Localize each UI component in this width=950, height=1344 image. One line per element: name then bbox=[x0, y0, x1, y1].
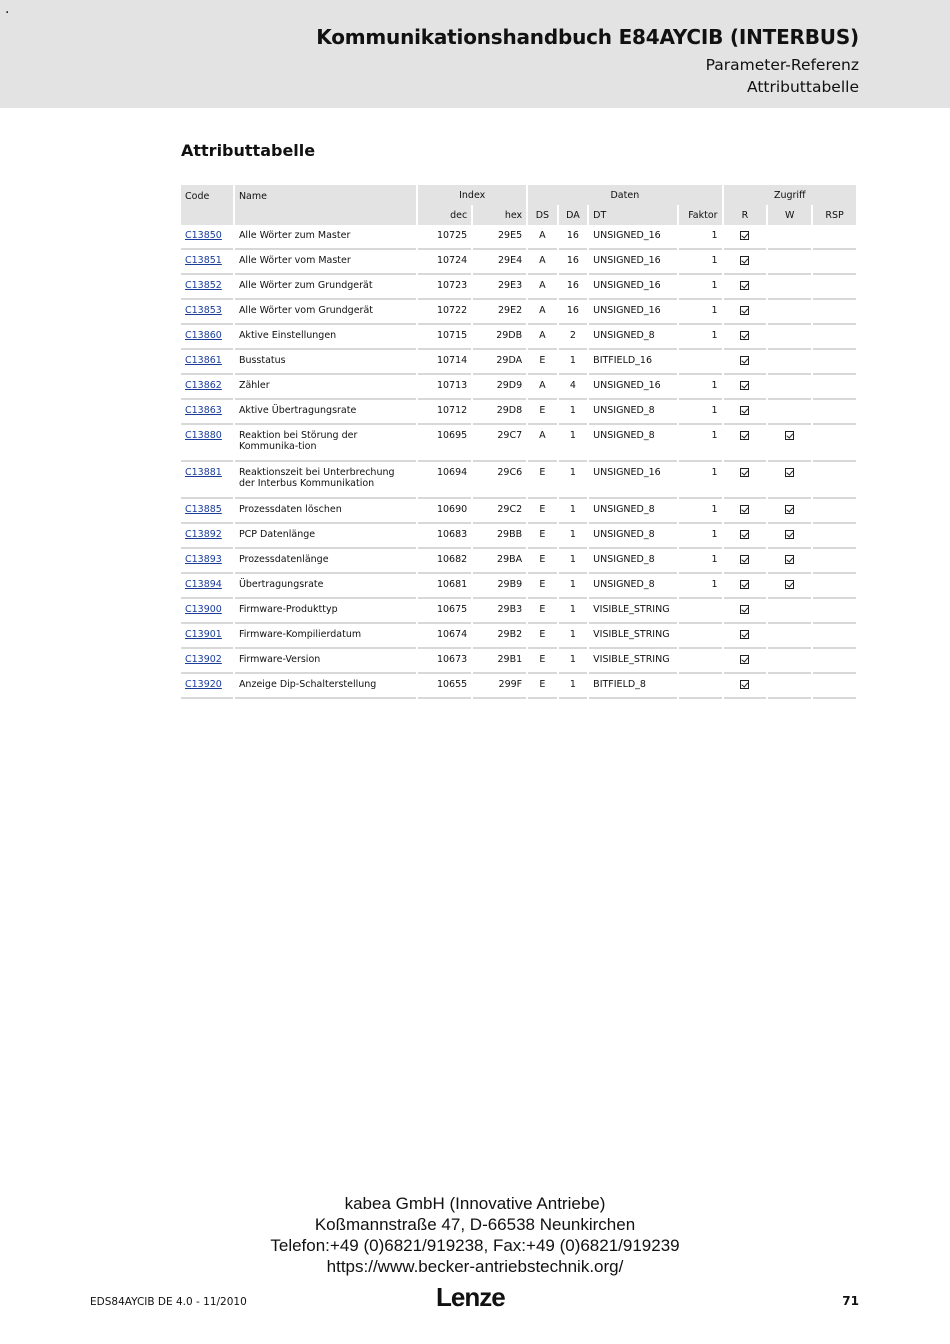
cell-access-r bbox=[724, 225, 767, 250]
header-name: Name bbox=[235, 185, 416, 225]
header-da: DA bbox=[559, 205, 588, 225]
table-row bbox=[181, 574, 856, 599]
checkbox-checked-icon bbox=[740, 431, 749, 440]
cell-dec: 10682 bbox=[418, 549, 471, 574]
cell-dec: 10722 bbox=[418, 300, 471, 325]
cell-name: Aktive Einstellungen bbox=[235, 325, 416, 350]
checkbox-checked-icon bbox=[740, 580, 749, 589]
cell-faktor: 1 bbox=[679, 425, 722, 462]
cell-code bbox=[181, 524, 233, 549]
cell-dt: UNSIGNED_16 bbox=[589, 225, 677, 250]
cell-access-r bbox=[724, 599, 767, 624]
cell-code bbox=[181, 350, 233, 375]
cell-ds: E bbox=[528, 624, 557, 649]
cell-hex: 29B2 bbox=[473, 624, 526, 649]
cell-access-r bbox=[724, 462, 767, 499]
cell-dt: UNSIGNED_16 bbox=[589, 250, 677, 275]
checkbox-checked-icon bbox=[785, 530, 794, 539]
cell-ds: E bbox=[528, 574, 557, 599]
cell-name: Übertragungsrate bbox=[235, 574, 416, 599]
cell-dt: UNSIGNED_8 bbox=[589, 499, 677, 524]
cell-ds: E bbox=[528, 599, 557, 624]
header-code: Code bbox=[181, 185, 233, 225]
cell-access-rsp bbox=[813, 624, 856, 649]
cell-faktor: 1 bbox=[679, 250, 722, 275]
table-row bbox=[181, 674, 856, 699]
cell-code bbox=[181, 649, 233, 674]
cell-code bbox=[181, 400, 233, 425]
header-w: W bbox=[768, 205, 811, 225]
code-link[interactable]: C13851 bbox=[185, 255, 222, 266]
cell-code bbox=[181, 549, 233, 574]
cell-faktor bbox=[679, 624, 722, 649]
cell-access-rsp bbox=[813, 499, 856, 524]
cell-name: Alle Wörter vom Master bbox=[235, 250, 416, 275]
cell-faktor bbox=[679, 674, 722, 699]
checkbox-checked-icon bbox=[785, 580, 794, 589]
cell-code bbox=[181, 499, 233, 524]
footer-phone: Telefon:+49 (0)6821/919238, Fax:+49 (0)6821/919239 bbox=[270, 1236, 680, 1255]
cell-faktor: 1 bbox=[679, 524, 722, 549]
cell-hex: 29C7 bbox=[473, 425, 526, 462]
cell-name: Firmware-Produkttyp bbox=[235, 599, 416, 624]
cell-da: 1 bbox=[559, 524, 588, 549]
code-link[interactable]: C13881 bbox=[185, 467, 222, 478]
cell-faktor: 1 bbox=[679, 375, 722, 400]
cell-faktor: 1 bbox=[679, 325, 722, 350]
cell-dt: BITFIELD_8 bbox=[589, 674, 677, 699]
cell-faktor: 1 bbox=[679, 225, 722, 250]
cell-dt: VISIBLE_STRING bbox=[589, 649, 677, 674]
cell-hex: 29E4 bbox=[473, 250, 526, 275]
cell-dec: 10725 bbox=[418, 225, 471, 250]
cell-access-r bbox=[724, 250, 767, 275]
cell-access-w bbox=[768, 350, 811, 375]
checkbox-checked-icon bbox=[785, 555, 794, 564]
cell-da: 1 bbox=[559, 425, 588, 462]
code-link[interactable]: C13852 bbox=[185, 280, 222, 291]
cell-access-r bbox=[724, 325, 767, 350]
table-row bbox=[181, 649, 856, 674]
cell-hex: 29B1 bbox=[473, 649, 526, 674]
header-r: R bbox=[724, 205, 767, 225]
checkbox-checked-icon bbox=[785, 505, 794, 514]
cell-ds: E bbox=[528, 674, 557, 699]
cell-code bbox=[181, 574, 233, 599]
checkbox-checked-icon bbox=[740, 605, 749, 614]
document-title: Kommunikationshandbuch E84AYCIB (INTERBUS) bbox=[316, 25, 859, 49]
cell-access-w bbox=[768, 425, 811, 462]
footer-address bbox=[0, 1193, 950, 1277]
cell-hex: 29BA bbox=[473, 549, 526, 574]
cell-access-rsp bbox=[813, 350, 856, 375]
cell-name: Anzeige Dip-Schalterstellung bbox=[235, 674, 416, 699]
cell-dt: UNSIGNED_8 bbox=[589, 400, 677, 425]
header-dt: DT bbox=[589, 205, 677, 225]
cell-dec: 10673 bbox=[418, 649, 471, 674]
cell-access-r bbox=[724, 524, 767, 549]
cell-dec: 10690 bbox=[418, 499, 471, 524]
cell-access-w bbox=[768, 499, 811, 524]
table-row bbox=[181, 624, 856, 649]
checkbox-checked-icon bbox=[785, 431, 794, 440]
cell-access-r bbox=[724, 574, 767, 599]
cell-hex: 29E5 bbox=[473, 225, 526, 250]
code-link[interactable]: C13900 bbox=[185, 604, 222, 615]
header-hex: hex bbox=[473, 205, 526, 225]
cell-access-w bbox=[768, 275, 811, 300]
cell-ds: A bbox=[528, 300, 557, 325]
cell-code bbox=[181, 300, 233, 325]
cell-dt: UNSIGNED_16 bbox=[589, 375, 677, 400]
cell-access-w bbox=[768, 225, 811, 250]
cell-access-w bbox=[768, 674, 811, 699]
chapter-title: Parameter-Referenz bbox=[705, 56, 859, 74]
cell-access-r bbox=[724, 674, 767, 699]
cell-hex: 29B9 bbox=[473, 574, 526, 599]
cell-faktor: 1 bbox=[679, 275, 722, 300]
attribute-table bbox=[179, 185, 858, 699]
cell-hex: 29E3 bbox=[473, 275, 526, 300]
cell-name: Firmware-Kompilierdatum bbox=[235, 624, 416, 649]
cell-ds: E bbox=[528, 499, 557, 524]
cell-hex: 299F bbox=[473, 674, 526, 699]
cell-access-w bbox=[768, 549, 811, 574]
cell-dt: UNSIGNED_16 bbox=[589, 462, 677, 499]
cell-name: Prozessdatenlänge bbox=[235, 549, 416, 574]
cell-ds: E bbox=[528, 462, 557, 499]
cell-dec: 10715 bbox=[418, 325, 471, 350]
cell-access-w bbox=[768, 624, 811, 649]
cell-access-rsp bbox=[813, 275, 856, 300]
cell-name: Busstatus bbox=[235, 350, 416, 375]
header-zugriff: Zugriff bbox=[724, 185, 856, 205]
cell-access-rsp bbox=[813, 649, 856, 674]
cell-da: 1 bbox=[559, 400, 588, 425]
table-row bbox=[181, 250, 856, 275]
cell-access-w bbox=[768, 599, 811, 624]
cell-code bbox=[181, 624, 233, 649]
cell-hex: 29E2 bbox=[473, 300, 526, 325]
cell-ds: A bbox=[528, 250, 557, 275]
cell-access-r bbox=[724, 400, 767, 425]
cell-code bbox=[181, 674, 233, 699]
cell-access-rsp bbox=[813, 425, 856, 462]
checkbox-checked-icon bbox=[740, 655, 749, 664]
cell-faktor: 1 bbox=[679, 300, 722, 325]
cell-code bbox=[181, 425, 233, 462]
cell-code bbox=[181, 462, 233, 499]
cell-faktor bbox=[679, 350, 722, 375]
checkbox-checked-icon bbox=[740, 281, 749, 290]
checkbox-checked-icon bbox=[785, 468, 794, 477]
code-link[interactable]: C13862 bbox=[185, 380, 222, 391]
cell-code bbox=[181, 250, 233, 275]
table-row bbox=[181, 325, 856, 350]
cell-hex: 29C6 bbox=[473, 462, 526, 499]
cell-dec: 10674 bbox=[418, 624, 471, 649]
cell-faktor: 1 bbox=[679, 462, 722, 499]
cell-name: Firmware-Version bbox=[235, 649, 416, 674]
footer-company: kabea GmbH (Innovative Antriebe) bbox=[344, 1194, 606, 1213]
cell-dec: 10681 bbox=[418, 574, 471, 599]
cell-da: 1 bbox=[559, 499, 588, 524]
cell-dt: UNSIGNED_8 bbox=[589, 425, 677, 462]
cell-da: 1 bbox=[559, 649, 588, 674]
cell-ds: A bbox=[528, 375, 557, 400]
cell-name: Prozessdaten löschen bbox=[235, 499, 416, 524]
cell-name: Alle Wörter zum Grundgerät bbox=[235, 275, 416, 300]
checkbox-checked-icon bbox=[740, 406, 749, 415]
cell-da: 2 bbox=[559, 325, 588, 350]
cell-access-w bbox=[768, 649, 811, 674]
cell-da: 16 bbox=[559, 225, 588, 250]
cell-access-w bbox=[768, 400, 811, 425]
cell-dt: UNSIGNED_16 bbox=[589, 300, 677, 325]
cell-da: 1 bbox=[559, 674, 588, 699]
table-row bbox=[181, 599, 856, 624]
cell-dec: 10712 bbox=[418, 400, 471, 425]
cell-access-rsp bbox=[813, 400, 856, 425]
cell-ds: E bbox=[528, 524, 557, 549]
code-link[interactable]: C13902 bbox=[185, 654, 222, 665]
cell-name: PCP Datenlänge bbox=[235, 524, 416, 549]
table-row bbox=[181, 375, 856, 400]
cell-da: 4 bbox=[559, 375, 588, 400]
code-link[interactable]: C13880 bbox=[185, 430, 222, 441]
code-link[interactable]: C13892 bbox=[185, 529, 222, 540]
cell-hex: 29DA bbox=[473, 350, 526, 375]
cell-faktor bbox=[679, 599, 722, 624]
document-id: EDS84AYCIB DE 4.0 - 11/2010 bbox=[90, 1296, 247, 1308]
cell-dec: 10694 bbox=[418, 462, 471, 499]
checkbox-checked-icon bbox=[740, 231, 749, 240]
cell-dt: VISIBLE_STRING bbox=[589, 624, 677, 649]
cell-hex: 29D9 bbox=[473, 375, 526, 400]
cell-dec: 10683 bbox=[418, 524, 471, 549]
cell-code bbox=[181, 325, 233, 350]
code-link[interactable]: C13863 bbox=[185, 405, 222, 416]
checkbox-checked-icon bbox=[740, 306, 749, 315]
cell-faktor: 1 bbox=[679, 499, 722, 524]
cell-name: Reaktionszeit bei Unterbrechung der Interbus Kommunikation bbox=[235, 462, 416, 499]
lenze-logo: Lenze bbox=[436, 1282, 505, 1312]
cell-dt: UNSIGNED_8 bbox=[589, 325, 677, 350]
cell-access-rsp bbox=[813, 250, 856, 275]
cell-access-rsp bbox=[813, 325, 856, 350]
cell-access-w bbox=[768, 300, 811, 325]
cell-dt: BITFIELD_16 bbox=[589, 350, 677, 375]
checkbox-checked-icon bbox=[740, 356, 749, 365]
checkbox-checked-icon bbox=[740, 256, 749, 265]
cell-ds: A bbox=[528, 425, 557, 462]
table-row bbox=[181, 549, 856, 574]
footer-street: Koßmannstraße 47, D-66538 Neunkirchen bbox=[314, 1215, 636, 1234]
cell-da: 1 bbox=[559, 599, 588, 624]
cell-access-rsp bbox=[813, 524, 856, 549]
cell-code bbox=[181, 275, 233, 300]
header-faktor: Faktor bbox=[679, 205, 722, 225]
cell-dec: 10695 bbox=[418, 425, 471, 462]
cell-hex: 29BB bbox=[473, 524, 526, 549]
cell-dec: 10675 bbox=[418, 599, 471, 624]
cell-access-rsp bbox=[813, 674, 856, 699]
cell-dt: UNSIGNED_8 bbox=[589, 549, 677, 574]
cell-name: Zähler bbox=[235, 375, 416, 400]
cell-access-r bbox=[724, 300, 767, 325]
cell-hex: 29DB bbox=[473, 325, 526, 350]
cell-da: 16 bbox=[559, 250, 588, 275]
cell-dt: UNSIGNED_8 bbox=[589, 574, 677, 599]
cell-hex: 29B3 bbox=[473, 599, 526, 624]
code-link[interactable]: C13861 bbox=[185, 355, 222, 366]
header-rsp: RSP bbox=[813, 205, 856, 225]
cell-name: Reaktion bei Störung der Kommunika-tion bbox=[235, 425, 416, 462]
cell-access-rsp bbox=[813, 599, 856, 624]
header-daten: Daten bbox=[528, 185, 721, 205]
checkbox-checked-icon bbox=[740, 381, 749, 390]
cell-access-w bbox=[768, 375, 811, 400]
cell-da: 1 bbox=[559, 574, 588, 599]
cell-access-w bbox=[768, 574, 811, 599]
cell-dt: UNSIGNED_8 bbox=[589, 524, 677, 549]
cell-code bbox=[181, 375, 233, 400]
cell-access-r bbox=[724, 425, 767, 462]
code-link[interactable]: C13885 bbox=[185, 504, 222, 515]
cell-ds: A bbox=[528, 325, 557, 350]
code-link[interactable]: C13850 bbox=[185, 230, 222, 241]
cell-code bbox=[181, 225, 233, 250]
table-row bbox=[181, 499, 856, 524]
cell-ds: A bbox=[528, 225, 557, 250]
cell-faktor: 1 bbox=[679, 574, 722, 599]
header-ds: DS bbox=[528, 205, 557, 225]
cell-dt: VISIBLE_STRING bbox=[589, 599, 677, 624]
cell-access-w bbox=[768, 250, 811, 275]
table-row bbox=[181, 225, 856, 250]
section-header-title: Attributtabelle bbox=[746, 78, 859, 96]
cell-access-r bbox=[724, 275, 767, 300]
cell-da: 16 bbox=[559, 300, 588, 325]
cell-ds: E bbox=[528, 350, 557, 375]
table-row bbox=[181, 275, 856, 300]
cell-access-rsp bbox=[813, 375, 856, 400]
cell-ds: A bbox=[528, 275, 557, 300]
cell-hex: 29D8 bbox=[473, 400, 526, 425]
cell-dec: 10714 bbox=[418, 350, 471, 375]
checkbox-checked-icon bbox=[740, 630, 749, 639]
cell-dec: 10713 bbox=[418, 375, 471, 400]
cell-access-rsp bbox=[813, 462, 856, 499]
checkbox-checked-icon bbox=[740, 331, 749, 340]
table-row bbox=[181, 350, 856, 375]
cell-dt: UNSIGNED_16 bbox=[589, 275, 677, 300]
cell-access-r bbox=[724, 649, 767, 674]
cell-dec: 10724 bbox=[418, 250, 471, 275]
cell-da: 1 bbox=[559, 350, 588, 375]
cell-access-rsp bbox=[813, 549, 856, 574]
cell-name: Aktive Übertragungsrate bbox=[235, 400, 416, 425]
cell-access-rsp bbox=[813, 574, 856, 599]
footer-url[interactable]: https://www.becker-antriebstechnik.org/ bbox=[326, 1257, 624, 1276]
header-dec: dec bbox=[418, 205, 471, 225]
cell-da: 1 bbox=[559, 624, 588, 649]
cell-access-rsp bbox=[813, 225, 856, 250]
code-link[interactable]: C13894 bbox=[185, 579, 222, 590]
cell-access-r bbox=[724, 350, 767, 375]
cell-access-w bbox=[768, 462, 811, 499]
cell-name: Alle Wörter vom Grundgerät bbox=[235, 300, 416, 325]
code-link[interactable]: C13901 bbox=[185, 629, 222, 640]
cell-access-w bbox=[768, 325, 811, 350]
cell-access-r bbox=[724, 549, 767, 574]
cell-faktor: 1 bbox=[679, 400, 722, 425]
cell-access-r bbox=[724, 499, 767, 524]
cell-access-rsp bbox=[813, 300, 856, 325]
table-row bbox=[181, 524, 856, 549]
code-link[interactable]: C13860 bbox=[185, 330, 222, 341]
cell-dec: 10723 bbox=[418, 275, 471, 300]
checkbox-checked-icon bbox=[740, 530, 749, 539]
table-row bbox=[181, 300, 856, 325]
page-number: 71 bbox=[842, 1294, 859, 1308]
header-index: Index bbox=[418, 185, 526, 205]
cell-ds: E bbox=[528, 400, 557, 425]
cell-faktor: 1 bbox=[679, 549, 722, 574]
cell-dec: 10655 bbox=[418, 674, 471, 699]
checkbox-checked-icon bbox=[740, 680, 749, 689]
code-link[interactable]: C13853 bbox=[185, 305, 222, 316]
checkbox-checked-icon bbox=[740, 505, 749, 514]
table-row bbox=[181, 400, 856, 425]
cell-access-r bbox=[724, 375, 767, 400]
cell-ds: E bbox=[528, 649, 557, 674]
code-link[interactable]: C13893 bbox=[185, 554, 222, 565]
cell-name: Alle Wörter zum Master bbox=[235, 225, 416, 250]
table-body bbox=[181, 225, 856, 699]
cell-da: 16 bbox=[559, 275, 588, 300]
cell-code bbox=[181, 599, 233, 624]
cell-da: 1 bbox=[559, 462, 588, 499]
table-row bbox=[181, 462, 856, 499]
checkbox-checked-icon bbox=[740, 468, 749, 477]
cell-access-r bbox=[724, 624, 767, 649]
cell-faktor bbox=[679, 649, 722, 674]
cell-hex: 29C2 bbox=[473, 499, 526, 524]
page-header bbox=[0, 0, 950, 108]
section-title: Attributtabelle bbox=[181, 141, 316, 160]
checkbox-checked-icon bbox=[740, 555, 749, 564]
cell-ds: E bbox=[528, 549, 557, 574]
cell-access-w bbox=[768, 524, 811, 549]
code-link[interactable]: C13920 bbox=[185, 679, 222, 690]
cell-da: 1 bbox=[559, 549, 588, 574]
header-dot: . bbox=[5, 1, 10, 17]
table-row bbox=[181, 425, 856, 462]
